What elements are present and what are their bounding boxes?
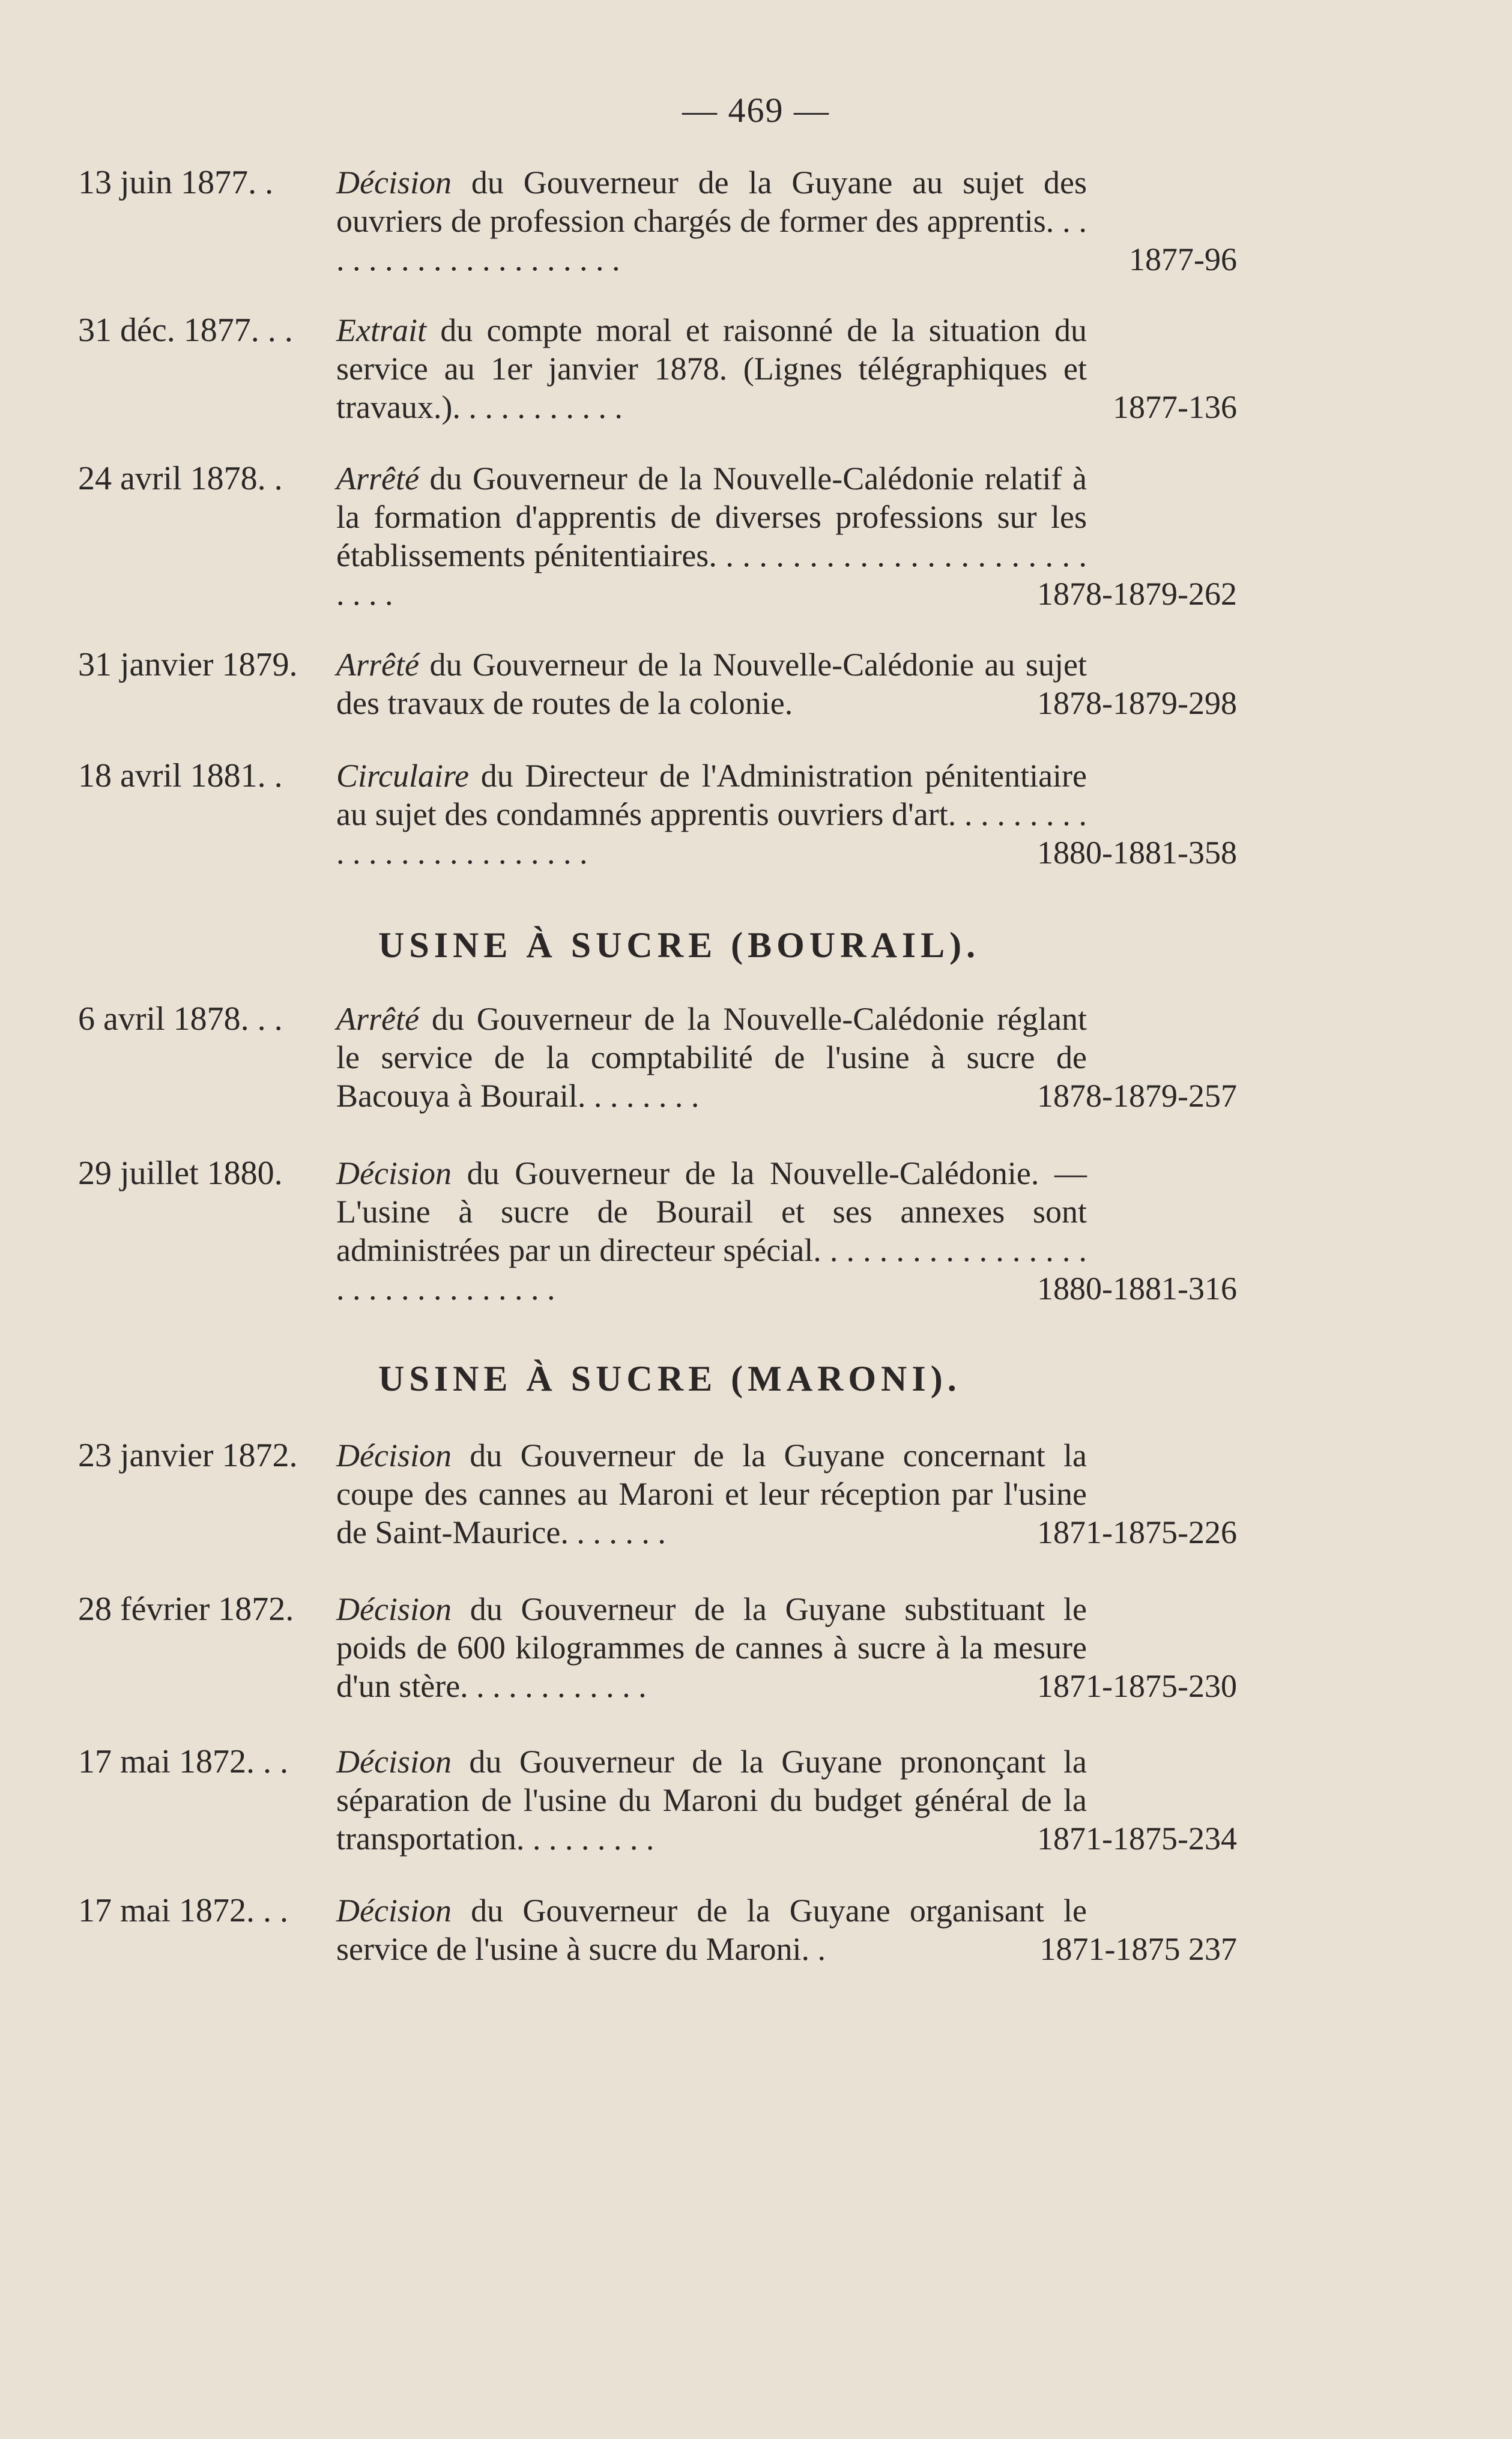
entry-keyword: Extrait (336, 312, 426, 348)
entry-description (336, 1891, 1087, 1968)
entry-keyword: Décision (336, 1591, 452, 1627)
entry-date: 31 janvier 1879. (78, 646, 298, 683)
entry-date: 17 mai 1872. . . (78, 1892, 288, 1929)
entry-text: du Gouverneur de la Nouvelle-Calédonie. — L'usine à sucre de Bourail et ses annexes sont administrées par un directeur spécial. . . . . . . . . . . . . . . . . . . . . . . . . . . . . . . (336, 1155, 1087, 1307)
entry-date: 29 juillet 1880. (78, 1155, 283, 1192)
entry-keyword: Décision (336, 1437, 452, 1473)
entry-text: du Gouverneur de la Nouvelle-Calédonie relatif à la formation d'apprentis de diverses professions sur les établissements pénitentiaires. . . . . . . . . . . . . . . . . . . . . . . . . . . (336, 461, 1087, 612)
entry-date: 31 déc. 1877. . . (78, 312, 293, 349)
entry-keyword: Décision (336, 1155, 452, 1191)
entry-text: du Gouverneur de la Guyane organisant le service de l'usine à sucre du Maroni. . (336, 1893, 1087, 1967)
entry-keyword: Arrêté (336, 647, 419, 683)
entry-reference: 1878-1879-298 (1037, 685, 1237, 721)
entry-reference: 1877-136 (1113, 389, 1237, 425)
entry-text: du compte moral et raisonné de la situation du service au 1er janvier 1878. (Lignes télégraphiques et travaux.). . . . . . . . . . . (336, 312, 1087, 425)
entry-reference: 1880-1881-358 (1037, 835, 1237, 871)
entry-text: du Gouverneur de la Guyane substituant le poids de 600 kilogrammes de cannes à sucre à la mesure d'un stère. . . . . . . . . . . . (336, 1591, 1087, 1704)
entry-text: du Gouverneur de la Guyane prononçant la séparation de l'usine du Maroni du budget général de la transportation. . . . . . . . . (336, 1744, 1087, 1857)
entry-reference: 1880-1881-316 (1037, 1271, 1237, 1307)
page-number: — 469 — (682, 91, 830, 130)
entry-description (336, 459, 1087, 613)
entry-date: 13 juin 1877. . (78, 164, 274, 201)
entry-date: 28 février 1872. (78, 1591, 294, 1628)
entry-keyword: Arrêté (336, 1001, 419, 1037)
entry-description (336, 645, 1087, 722)
entry-reference: 1871-1875-234 (1037, 1821, 1237, 1857)
entry-description (336, 1000, 1087, 1115)
entry-description (336, 1590, 1087, 1705)
entry-description (336, 1154, 1087, 1308)
section-heading: USINE À SUCRE (MARONI). (378, 1359, 961, 1398)
entry-keyword: Décision (336, 1893, 452, 1929)
entry-date: 6 avril 1878. . . (78, 1000, 283, 1038)
entry-reference: 1871-1875-230 (1037, 1668, 1237, 1704)
entry-keyword: Décision (336, 165, 452, 201)
entry-description (336, 757, 1087, 872)
entry-description (336, 1742, 1087, 1858)
entry-description (336, 163, 1087, 279)
entry-description (336, 311, 1087, 426)
entry-text: du Gouverneur de la Guyane concernant la coupe des cannes au Maroni et leur réception par l'usine de Saint-Maurice. . . . . . . (336, 1437, 1087, 1550)
entry-keyword: Circulaire (336, 758, 469, 794)
entry-reference: 1877-96 (1129, 241, 1237, 277)
entry-date: 18 avril 1881. . (78, 757, 283, 794)
entry-reference: 1878-1879-257 (1037, 1078, 1237, 1114)
entry-keyword: Arrêté (336, 461, 419, 497)
entry-text: du Gouverneur de la Nouvelle-Calédonie au sujet des travaux de routes de la colonie. (336, 647, 1087, 721)
entry-keyword: Décision (336, 1744, 452, 1780)
entry-date: 24 avril 1878. . (78, 460, 283, 497)
entry-description (336, 1436, 1087, 1552)
entry-date: 23 janvier 1872. (78, 1437, 298, 1474)
entry-text: du Directeur de l'Administration pénitentiaire au sujet des condamnés apprentis ouvriers d'art. . . . . . . . . . . . . . . . . . . . . . . . . (336, 758, 1087, 871)
section-heading: USINE À SUCRE (BOURAIL). (378, 925, 981, 965)
entry-date: 17 mai 1872. . . (78, 1743, 288, 1780)
entry-reference: 1871-1875 237 (1039, 1931, 1237, 1967)
entry-reference: 1878-1879-262 (1037, 576, 1237, 612)
entry-reference: 1871-1875-226 (1037, 1514, 1237, 1550)
entry-text: du Gouverneur de la Nouvelle-Calédonie réglant le service de la comptabilité de l'usine à sucre de Bacouya à Bourail. . . . . . . . (336, 1001, 1087, 1114)
entry-text: du Gouverneur de la Guyane au sujet des ouvriers de profession chargés de former des apprentis. . . . . . . . . . . . . . . . . . . . . (336, 165, 1087, 277)
